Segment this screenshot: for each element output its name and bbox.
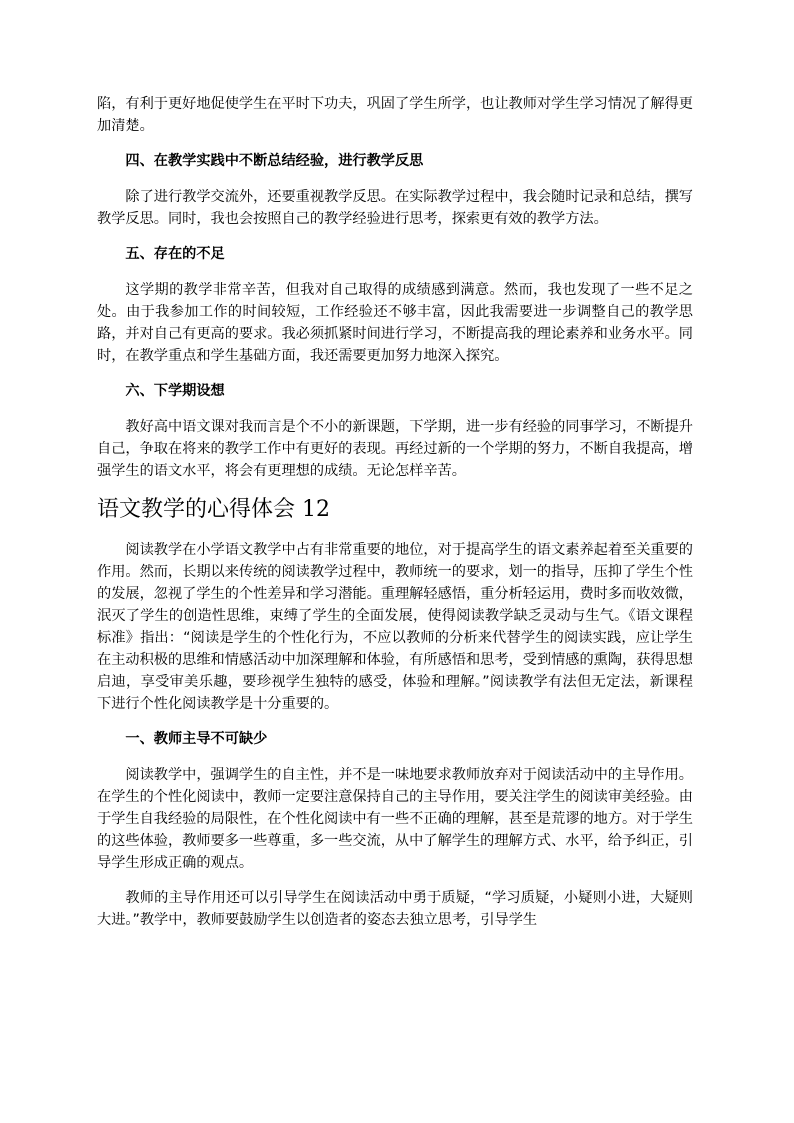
section-title: 语文教学的心得体会 12 bbox=[97, 497, 330, 522]
heading-reflection: 四、在教学实践中不断总结经验，进行教学反思 bbox=[125, 153, 424, 169]
next-term-paragraph: 教好高中语文课对我而言是个不小的新课题，下学期，进一步有经验的同事学习，不断提升自己，争取在将来的教学工作中有更好的表现。再经过新的一个学期的努力，不断自我提高，增强学生的语文水平，将会有更理想的成绩。无论怎样辛苦。 bbox=[97, 419, 693, 479]
questioning-paragraph: 教师的主导作用还可以引导学生在阅读活动中勇于质疑，“学习质疑，小疑则小进，大疑则大进。”教学中，教师要鼓励学生以创造者的姿态去独立思考，引导学生 bbox=[97, 890, 693, 928]
heading-teacher-guidance: 一、教师主导不可缺少 bbox=[125, 731, 268, 747]
reading-teaching-paragraph: 阅读教学在小学语文教学中占有非常重要的地位，对于提高学生的语文素养起着至关重要的作用。然而，长期以来传统的阅读教学过程中，教师统一的要求，划一的指导，压抑了学生个性的发展，忽视了学生的个性差异和学习潜能。重理解轻感悟，重分析轻运用，费时多而收效微，泯灭了学生的创造性思维，束缚了学生的全面发展，使得阅读教学缺乏灵动与生气。《语文课程标准》指出：“阅读是学生的个性化行为，不应以教师的分析来代替学生的阅读实践，应让学生在主动积极的思维和情感活动中加深理解和体验，有所感悟和思考，受到情感的熏陶，获得思想启迪，享受审美乐趣，要珍视学生独特的感受，体验和理解。”阅读教学有法但无定法，新课程下进行个性化阅读教学是十分重要的。 bbox=[97, 542, 693, 712]
heading-shortcomings: 五、存在的不足 bbox=[125, 246, 225, 262]
intro-tail-paragraph: 陷，有利于更好地促使学生在平时下功夫，巩固了学生所学，也让教师对学生学习情况了解得更加清楚。 bbox=[97, 96, 693, 134]
heading-next-term: 六、下学期设想 bbox=[125, 383, 225, 399]
document-page bbox=[97, 93, 693, 944]
teacher-guidance-paragraph: 阅读教学中，强调学生的自主性，并不是一味地要求教师放弃对于阅读活动中的主导作用。在学生的个性化阅读中，教师一定要注意保持自己的主导作用，要关注学生的阅读审美经验。由于学生自我经验的局限性，在个性化阅读中有一些不正确的理解，甚至是荒谬的地方。对于学生的这些体验，教师要多一些尊重，多一些交流，从中了解学生的理解方式、水平，给予纠正，引导学生形成正确的观点。 bbox=[97, 767, 693, 871]
shortcomings-paragraph: 这学期的教学非常辛苦，但我对自己取得的成绩感到满意。然而，我也发现了一些不足之处。由于我参加工作的时间较短，工作经验还不够丰富，因此我需要进一步调整自己的教学思路，并对自己有更高的要求。我必须抓紧时间进行学习，不断提高我的理论素养和业务水平。同时，在教学重点和学生基础方面，我还需要更加努力地深入探究。 bbox=[97, 282, 693, 364]
reflection-paragraph: 除了进行教学交流外，还要重视教学反思。在实际教学过程中，我会随时记录和总结，撰写教学反思。同时，我也会按照自己的教学经验进行思考，探索更有效的教学方法。 bbox=[97, 189, 693, 227]
